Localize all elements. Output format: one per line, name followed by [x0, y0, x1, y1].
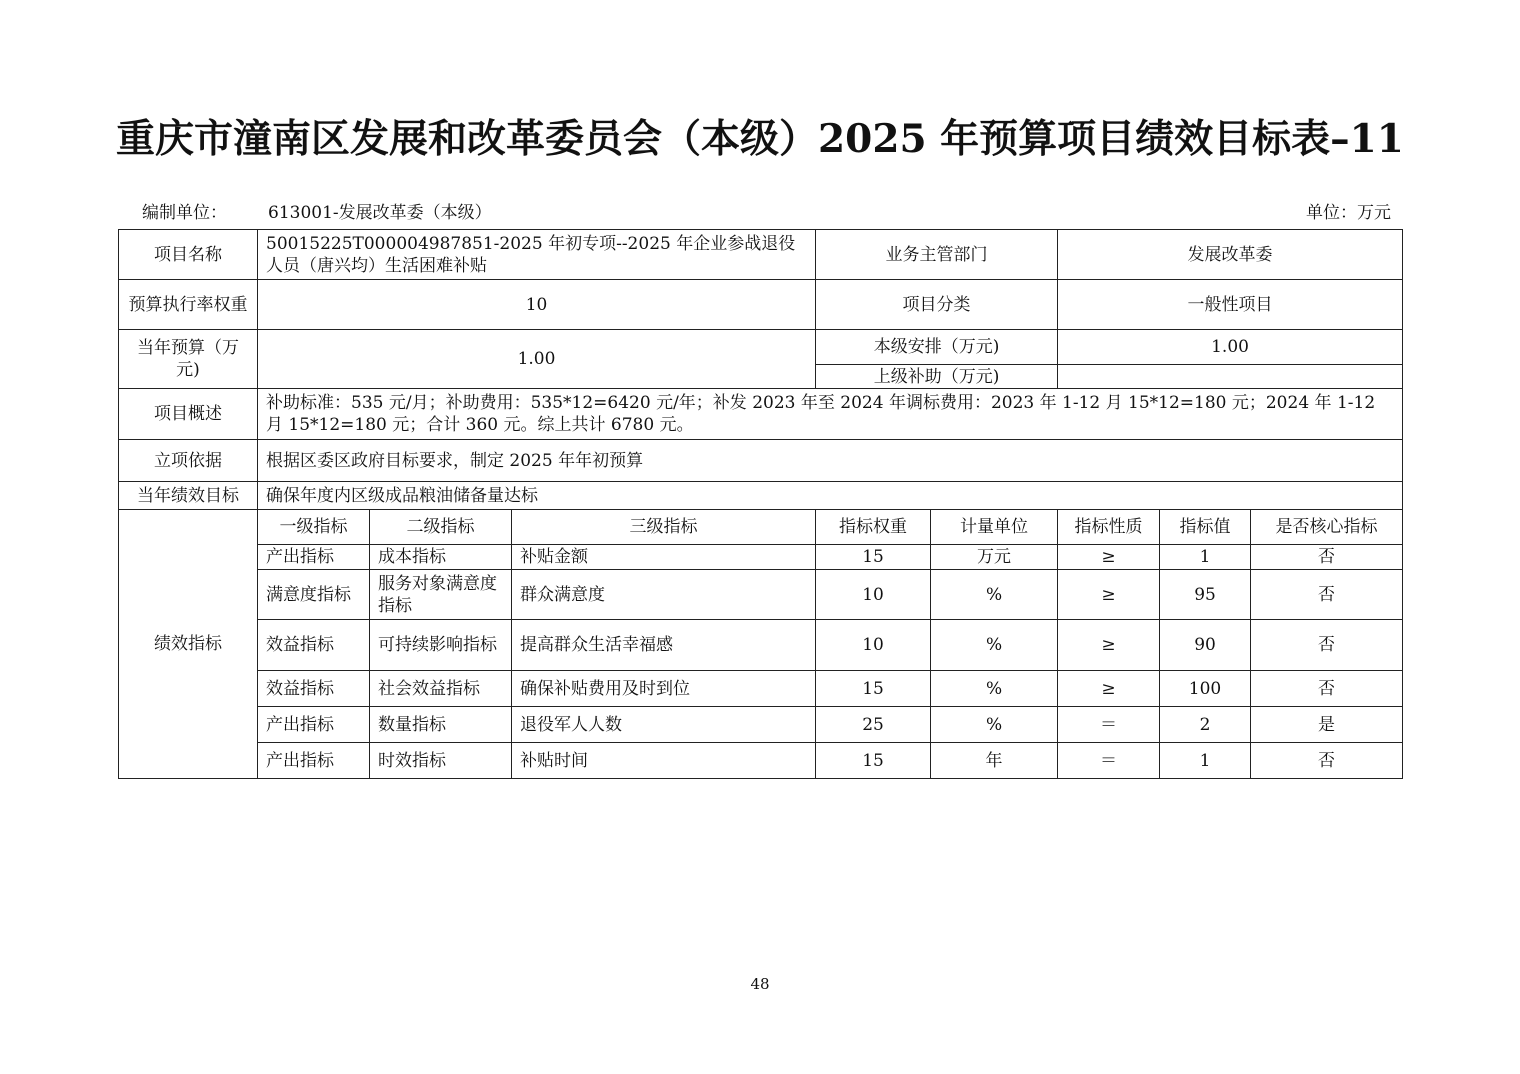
cell-weight: 10	[816, 570, 931, 620]
table-row	[119, 743, 1403, 779]
cell-core: 否	[1251, 570, 1403, 620]
goal-label: 当年绩效目标	[119, 482, 258, 510]
project-name-row	[119, 230, 1403, 280]
cell-level3: 补贴金额	[512, 545, 816, 570]
header-weight: 指标权重	[816, 510, 931, 545]
upper-value	[1058, 365, 1403, 389]
indicator-header-row	[119, 510, 1403, 545]
header-core: 是否核心指标	[1251, 510, 1403, 545]
own-label: 本级安排（万元)	[816, 330, 1058, 365]
cell-unit: 年	[931, 743, 1058, 779]
cell-unit: 万元	[931, 545, 1058, 570]
cell-level3: 群众满意度	[512, 570, 816, 620]
cell-level2: 服务对象满意度指标	[370, 570, 512, 620]
cell-level1: 产出指标	[258, 707, 370, 743]
cell-core: 是	[1251, 707, 1403, 743]
cell-level2: 数量指标	[370, 707, 512, 743]
cell-level2: 可持续影响指标	[370, 620, 512, 671]
cell-value: 100	[1160, 671, 1251, 707]
page-title: 重庆市潼南区发展和改革委员会（本级）2025 年预算项目绩效目标表–11	[116, 116, 1404, 162]
cell-level2: 时效指标	[370, 743, 512, 779]
header-level2: 二级指标	[370, 510, 512, 545]
header-level3: 三级指标	[512, 510, 816, 545]
dept-label: 业务主管部门	[816, 230, 1058, 280]
goal-row	[119, 482, 1403, 510]
weight-row	[119, 280, 1403, 330]
table-row	[119, 671, 1403, 707]
unit-value: 613001-发展改革委（本级）	[268, 203, 492, 223]
cell-level3: 退役军人人数	[512, 707, 816, 743]
cell-core: 否	[1251, 545, 1403, 570]
cell-value: 1	[1160, 743, 1251, 779]
cell-value: 90	[1160, 620, 1251, 671]
cell-weight: 15	[816, 743, 931, 779]
weight-label: 预算执行率权重	[119, 280, 258, 330]
cell-value: 95	[1160, 570, 1251, 620]
cell-level3: 补贴时间	[512, 743, 816, 779]
cell-level1: 效益指标	[258, 671, 370, 707]
cell-core: 否	[1251, 743, 1403, 779]
cell-nature: ＝	[1058, 707, 1160, 743]
cell-level3: 提高群众生活幸福感	[512, 620, 816, 671]
overview-value: 补助标准：535 元/月；补助费用：535*12=6420 元/年；补发 2023 年至 2024 年调标费用：2023 年 1-12 月 15*12=180 元；2024 年 1-12 月 15*12=180 元；合计 360 元。综上共计 6780 元。	[258, 389, 1403, 440]
cell-level1: 产出指标	[258, 545, 370, 570]
cell-level2: 社会效益指标	[370, 671, 512, 707]
cell-level1: 产出指标	[258, 743, 370, 779]
cell-unit: %	[931, 707, 1058, 743]
performance-table	[118, 229, 1403, 779]
dept-value: 发展改革委	[1058, 230, 1403, 280]
header-level1: 一级指标	[258, 510, 370, 545]
upper-label: 上级补助（万元)	[816, 365, 1058, 389]
cell-unit: %	[931, 570, 1058, 620]
cell-value: 2	[1160, 707, 1251, 743]
cell-weight: 15	[816, 671, 931, 707]
budget-label: 当年预算（万元)	[119, 330, 258, 389]
category-label: 项目分类	[816, 280, 1058, 330]
unit-label: 编制单位：	[142, 203, 227, 223]
table-row	[119, 707, 1403, 743]
project-name-label: 项目名称	[119, 230, 258, 280]
cell-value: 1	[1160, 545, 1251, 570]
cell-level2: 成本指标	[370, 545, 512, 570]
basis-row	[119, 440, 1403, 482]
table-row	[119, 570, 1403, 620]
cell-nature: ＝	[1058, 743, 1160, 779]
cell-weight: 15	[816, 545, 931, 570]
overview-row	[119, 389, 1403, 440]
cell-level1: 满意度指标	[258, 570, 370, 620]
cell-core: 否	[1251, 620, 1403, 671]
cell-core: 否	[1251, 671, 1403, 707]
header-unit: 计量单位	[931, 510, 1058, 545]
header-nature: 指标性质	[1058, 510, 1160, 545]
cell-weight: 25	[816, 707, 931, 743]
table-row	[119, 620, 1403, 671]
cell-unit: %	[931, 671, 1058, 707]
page-number: 48	[750, 975, 770, 993]
cell-weight: 10	[816, 620, 931, 671]
perf-label: 绩效指标	[119, 510, 258, 779]
header-value: 指标值	[1160, 510, 1251, 545]
cell-nature: ≥	[1058, 671, 1160, 707]
cell-nature: ≥	[1058, 545, 1160, 570]
cell-level1: 效益指标	[258, 620, 370, 671]
table-row	[119, 545, 1403, 570]
own-value: 1.00	[1058, 330, 1403, 365]
cell-level3: 确保补贴费用及时到位	[512, 671, 816, 707]
currency-unit: 单位：万元	[1306, 203, 1391, 223]
basis-label: 立项依据	[119, 440, 258, 482]
budget-value: 1.00	[258, 330, 816, 389]
budget-row	[119, 330, 1403, 365]
overview-label: 项目概述	[119, 389, 258, 440]
cell-nature: ≥	[1058, 620, 1160, 671]
category-value: 一般性项目	[1058, 280, 1403, 330]
cell-nature: ≥	[1058, 570, 1160, 620]
cell-unit: %	[931, 620, 1058, 671]
project-name-value: 50015225T000004987851-2025 年初专项--2025 年企业参战退役人员（唐兴均）生活困难补贴	[258, 230, 816, 280]
weight-value: 10	[258, 280, 816, 330]
basis-value: 根据区委区政府目标要求，制定 2025 年年初预算	[258, 440, 1403, 482]
goal-value: 确保年度内区级成品粮油储备量达标	[258, 482, 1403, 510]
